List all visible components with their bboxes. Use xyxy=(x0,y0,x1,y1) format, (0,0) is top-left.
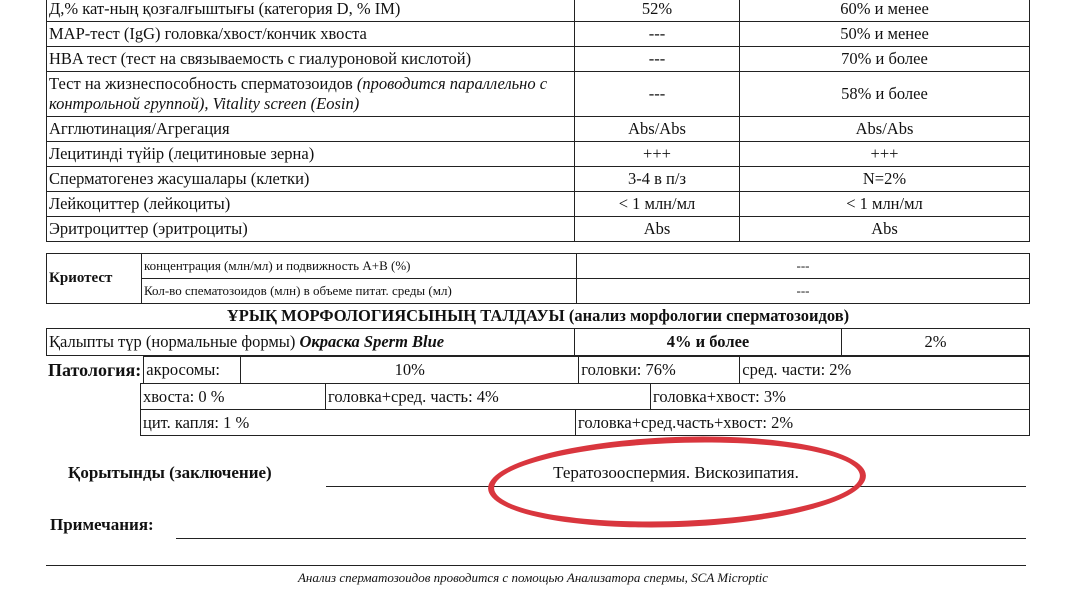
normal-forms-text: Қалыпты түр (нормальные формы) xyxy=(49,332,296,351)
row-result: --- xyxy=(575,22,740,47)
row-result: Abs/Abs xyxy=(575,117,740,142)
row-norm: Abs xyxy=(740,217,1030,242)
row-label: Эритроциттер (эритроциты) xyxy=(47,217,575,242)
acrosome-value: 10% xyxy=(241,357,579,384)
cyto-drop-value: цит. капля: 1 % xyxy=(141,410,576,436)
row-label-main: Тест на жизнеспособность сперматозоидов xyxy=(49,74,353,93)
head-tail-value: головка+хвост: 3% xyxy=(651,384,1030,410)
table-row xyxy=(47,47,1030,72)
head-mid-tail-value: головка+сред.часть+хвост: 2% xyxy=(576,410,1030,436)
table-row xyxy=(47,254,1030,279)
table-row xyxy=(141,410,1030,436)
normal-forms-label xyxy=(47,329,575,356)
head-mid-value: головка+сред. часть: 4% xyxy=(326,384,651,410)
cryo-value: --- xyxy=(577,279,1030,304)
row-result: +++ xyxy=(575,142,740,167)
row-norm: < 1 млн/мл xyxy=(740,192,1030,217)
row-label xyxy=(47,72,575,117)
table-row xyxy=(47,72,1030,117)
table-row xyxy=(47,329,1030,356)
notes-line-2 xyxy=(46,565,1026,566)
pathology-table-3 xyxy=(140,409,1030,436)
row-result: 52% xyxy=(575,0,740,22)
row-result: --- xyxy=(575,47,740,72)
row-norm: N=2% xyxy=(740,167,1030,192)
row-label: Агглютинация/Агрегация xyxy=(47,117,575,142)
table-row xyxy=(47,167,1030,192)
pathology-table-2 xyxy=(140,383,1030,410)
row-norm: 50% и менее xyxy=(740,22,1030,47)
normal-forms-norm: 4% и более xyxy=(575,329,842,356)
table-row xyxy=(47,217,1030,242)
pathology-label: Патология: xyxy=(48,359,142,380)
footer-note: Анализ сперматозоидов проводится с помощью Анализатора спермы, SCA Microptic xyxy=(297,570,769,585)
table-row xyxy=(141,384,1030,410)
tail-value: хвоста: 0 % xyxy=(141,384,326,410)
row-label: МАР-тест (IgG) головка/хвост/кончик хвоста xyxy=(47,22,575,47)
row-norm: Abs/Abs xyxy=(740,117,1030,142)
table-row xyxy=(47,279,1030,304)
table-row xyxy=(47,0,1030,22)
notes-line xyxy=(176,538,1026,539)
row-label: Сперматогенез жасушалары (клетки) xyxy=(47,167,575,192)
morphology-title: ҰРЫҚ МОРФОЛОГИЯСЫНЫҢ ТАЛДАУЫ (анализ морфологии сперматозоидов) xyxy=(226,306,850,325)
cryo-value: --- xyxy=(577,254,1030,279)
stain-name: Окраска Sperm Blue xyxy=(299,332,445,351)
normal-forms-value: 2% xyxy=(842,329,1030,356)
table-row xyxy=(47,22,1030,47)
table-row xyxy=(47,117,1030,142)
cryo-desc: концентрация (млн/мл) и подвижность А+В (%) xyxy=(142,254,577,279)
heads-value: головки: 76% xyxy=(579,357,740,384)
red-marker-circle xyxy=(487,430,868,533)
acrosome-label: акросомы: xyxy=(144,357,241,384)
cryo-desc: Кол-во спематозоидов (млн) в объеме питат. среды (мл) xyxy=(142,279,577,304)
row-label: HBA тест (тест на связываемость с гиалуроновой кислотой) xyxy=(47,47,575,72)
normal-forms-table xyxy=(46,328,1030,356)
row-label: Д,% кат-ның қозғалғыштығы (категория D, % IM) xyxy=(47,0,575,22)
pathology-table xyxy=(46,356,1030,384)
row-result: Abs xyxy=(575,217,740,242)
row-result: < 1 млн/мл xyxy=(575,192,740,217)
row-norm: 58% и более xyxy=(740,72,1030,117)
table-row xyxy=(46,357,1030,384)
midpiece-value: сред. части: 2% xyxy=(740,357,1030,384)
notes-label: Примечания: xyxy=(50,515,154,534)
conclusion-value: Тератозооспермия. Вискозипатия. xyxy=(553,463,799,482)
cryotest-table xyxy=(46,253,1030,304)
row-label-italic: (проводится параллельно с контрольной группой), Vitality screen (Eosin) xyxy=(49,74,548,113)
row-label: Лецитинді түйір (лецитиновые зерна) xyxy=(47,142,575,167)
table-row xyxy=(47,192,1030,217)
row-label: Лейкоциттер (лейкоциты) xyxy=(47,192,575,217)
conclusion-label: Қорытынды (заключение) xyxy=(68,463,272,482)
row-norm: +++ xyxy=(740,142,1030,167)
cryotest-label: Криотест xyxy=(47,254,142,304)
row-norm: 70% и более xyxy=(740,47,1030,72)
row-result: --- xyxy=(575,72,740,117)
row-result: 3-4 в п/з xyxy=(575,167,740,192)
row-norm: 60% и менее xyxy=(740,0,1030,22)
table-row xyxy=(47,142,1030,167)
semen-analysis-table xyxy=(46,0,1030,242)
